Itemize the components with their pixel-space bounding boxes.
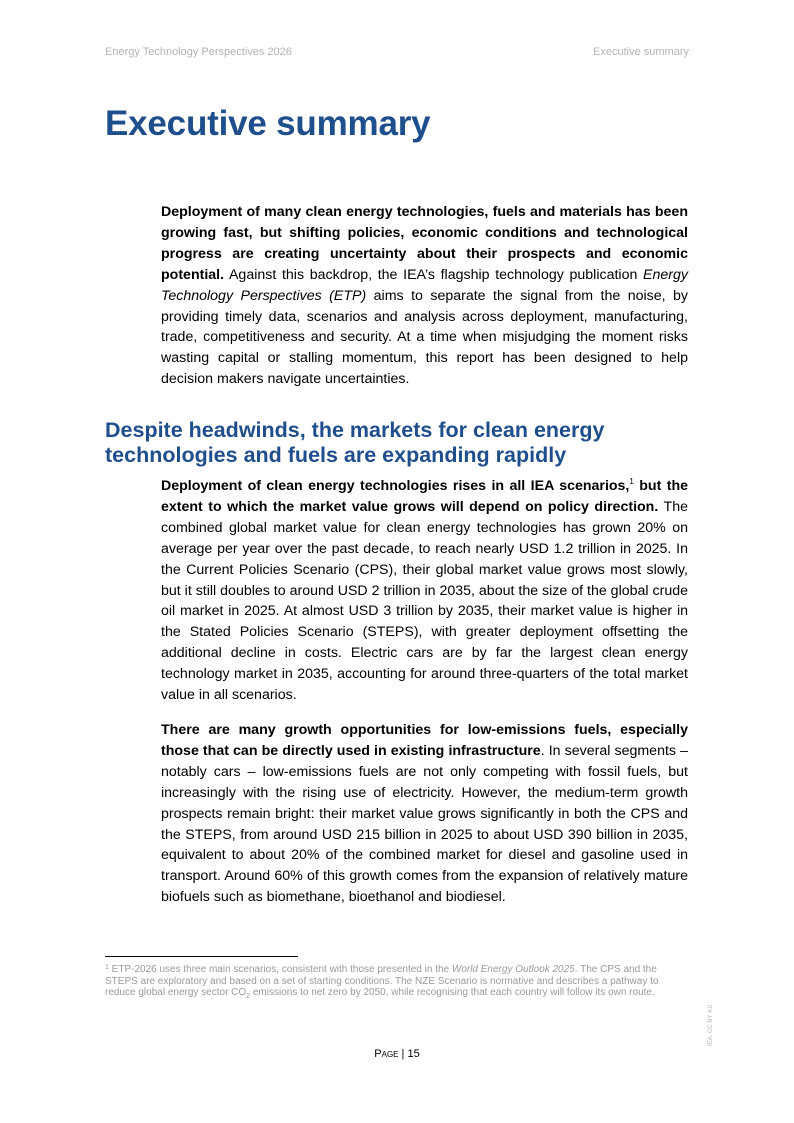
page-number-value: 15 [407, 1048, 420, 1060]
section-heading: Despite headwinds, the markets for clean energy technologies and fuels are expanding rapidly [105, 418, 605, 467]
footnote-number: 1 [105, 964, 109, 971]
page-title: Executive summary [105, 104, 431, 143]
body-paragraph-2 [161, 720, 688, 908]
footnote [105, 964, 690, 999]
page-number [0, 1048, 794, 1060]
para1-text: The combined global market value for clean energy technologies has grown 20% on average per year over the past decade, to reach nearly USD 1.2 trillion in 2025. In the Current Policies Scenario (CPS), their global market value grows most slowly, but it still doubles to around USD 2 trillion in 2035, about the size of the global crude oil market in 2025. At almost USD 3 trillion by 2035, their market value is higher in the Stated Policies Scenario (STEPS), with greater deployment offsetting the additional decline in costs. Electric cars are by far the largest clean energy technology market in 2035, accounting for around three-quarters of the total market value in all scenarios. [161, 498, 688, 704]
header-chapter-title: Executive summary [593, 46, 689, 58]
header-publication-title: Energy Technology Perspectives 2026 [105, 46, 292, 58]
intro-publication-name: Energy Technology Perspectives (ETP) [161, 266, 688, 304]
footnote-reference[interactable]: 1 [629, 477, 634, 486]
page-label: Page [374, 1048, 399, 1060]
footnote-text-a: ETP-2026 uses three main scenarios, consistent with those presented in the [108, 964, 452, 975]
footnote-text-b: . The CPS and the STEPS are exploratory and based on a set of starting conditions. The NZE Scenario is normative and describes a pathway to reduce global energy sector CO [105, 964, 659, 998]
para1-lead-bold-b: but the extent to which the market value grows will depend on policy direction. [161, 478, 688, 515]
running-header [105, 46, 689, 58]
intro-paragraph [161, 202, 688, 390]
footnote-publication-name: World Energy Outlook 2025 [451, 964, 575, 975]
intro-lead-bold: Deployment of many clean energy technologies, fuels and materials has been growing fast, but shifting policies, economic conditions and technological progress are creating uncertainty about their prospects and economic potential. [161, 204, 688, 283]
footnote-subscript: 2 [246, 993, 251, 1000]
para2-lead-bold: There are many growth opportunities for low-emissions fuels, especially those that can be directly used in existing infrastructure [161, 722, 688, 759]
intro-text-a: Against this backdrop, the IEA’s flagship technology publication [224, 266, 644, 283]
body-paragraph-1 [161, 476, 688, 706]
intro-text-b: aims to separate the signal from the noise, by providing timely data, scenarios and analysis across deployment, manufacturing, trade, competitiveness and security. At a time when misjudging the moment risks wasting capital or stalling momentum, this report has been designed to help decision makers navigate uncertainties. [161, 287, 689, 388]
para2-text: . In several segments – notably cars – low-emissions fuels are not only competing with fossil fuels, but increasingly with the rising use of electricity. However, the medium-term growth prospects remain bright: their market value grows significantly in both the CPS and the STEPS, from around USD 215 billion in 2025 to about USD 390 billion in 2035, equivalent to about 20% of the combined market for diesel and gasoline used in transport. Around 60% of this growth comes from the expansion of relatively mature biofuels such as biomethane, bioethanol and biodiesel. [161, 742, 688, 906]
footnote-text-c: emissions to net zero by 2050, while recognising that each country will follow its own route. [250, 987, 655, 998]
para1-lead-bold-a: Deployment of clean energy technologies rises in all IEA scenarios, [161, 478, 630, 494]
page-separator: | [398, 1048, 408, 1060]
license-notice: IEA. CC BY 4.0. [708, 1003, 714, 1046]
footnote-divider [105, 956, 298, 957]
